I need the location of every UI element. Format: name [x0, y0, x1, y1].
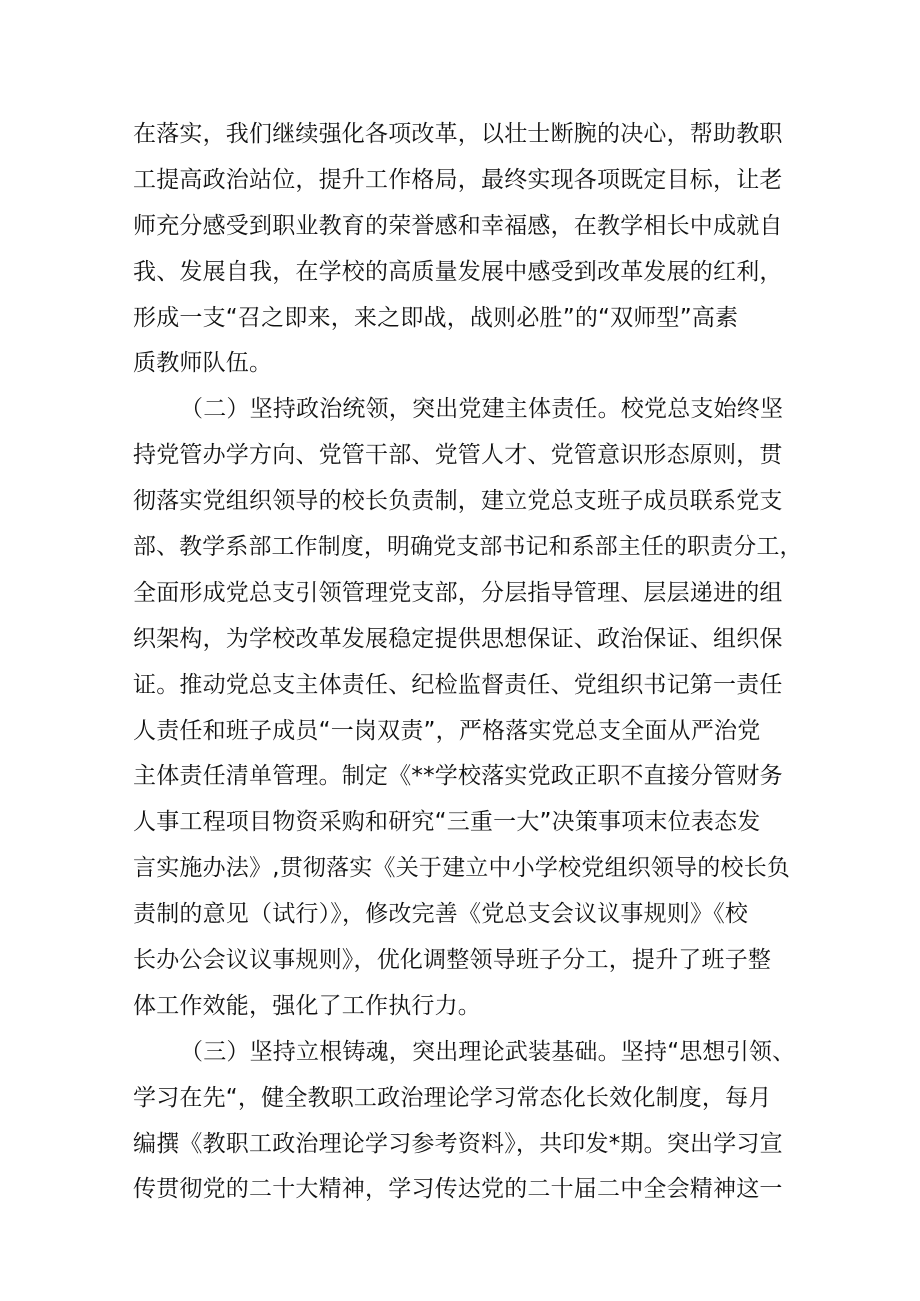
text-line: 工提高政治站位，提升工作格局，最终实现各项既定目标，让老 [133, 166, 783, 193]
text-line: 主体责任清单管理。制定《**学校落实党政正职不直接分管财务 [133, 763, 783, 790]
body-text [133, 112, 803, 1213]
paragraph-start-line: （二）坚持政治统领，突出党建主体责任。校党总支始终坚 [180, 396, 784, 423]
text-line: 传贯彻党的二十大精神，学习传达党的二十届二中全会精神这一 [133, 1176, 783, 1203]
text-line: 彻落实党组织领导的校长负责制，建立党总支班子成员联系党支 [133, 488, 783, 515]
text-line: 学习在先“，健全教职工政治理论学习常态化长效化制度，每月 [133, 1084, 772, 1111]
text-line: 编撰《教职工政治理论学习参考资料》，共印发*期。突出学习宣 [133, 1130, 783, 1157]
text-line: 质教师队伍。 [133, 350, 273, 377]
text-line: 持党管办学方向、党管干部、党管人才、党管意识形态原则，贯 [133, 442, 783, 469]
text-line: 体工作效能，强化了工作执行力。 [133, 992, 481, 1019]
text-line: 织架构，为学校改革发展稳定提供思想保证、政治保证、组织保 [133, 625, 783, 652]
text-line: 部、教学系部工作制度，明确党支部书记和系部主任的职责分工， [133, 534, 803, 561]
text-line: 形成一支“召之即来，来之即战，战则必胜”的“双师型”高素 [133, 304, 739, 331]
paragraph-start-line: （三）坚持立根铸魂，突出理论武装基础。坚持“思想引领、 [180, 1038, 796, 1065]
text-line: 长办公会议议事规则》，优化调整领导班子分工，提升了班子整 [133, 947, 772, 974]
text-line: 师充分感受到职业教育的荣誉感和幸福感，在教学相长中成就自 [133, 212, 783, 239]
text-line: 证。推动党总支主体责任、纪检监督责任、党组织书记第一责任 [133, 671, 783, 698]
text-line: 在落实，我们继续强化各项改革，以壮士断腕的决心，帮助教职 [133, 121, 783, 147]
text-line: 我、发展自我，在学校的高质量发展中感受到改革发展的红利， [133, 258, 783, 285]
text-line: 人事工程项目物资采购和研究“三重一大”决策事项末位表态发 [133, 809, 761, 836]
text-line: 全面形成党总支引领管理党支部，分层指导管理、层层递进的组 [133, 579, 783, 606]
text-line: 责制的意见（试行）》，修改完善《党总支会议议事规则》《校 [133, 901, 749, 928]
text-line: 言实施办法》,贯彻落实《关于建立中小学校党组织领导的校长负 [133, 855, 791, 882]
text-line: 人责任和班子成员“一岗双责”，严格落实党总支全面从严治党 [133, 717, 761, 744]
